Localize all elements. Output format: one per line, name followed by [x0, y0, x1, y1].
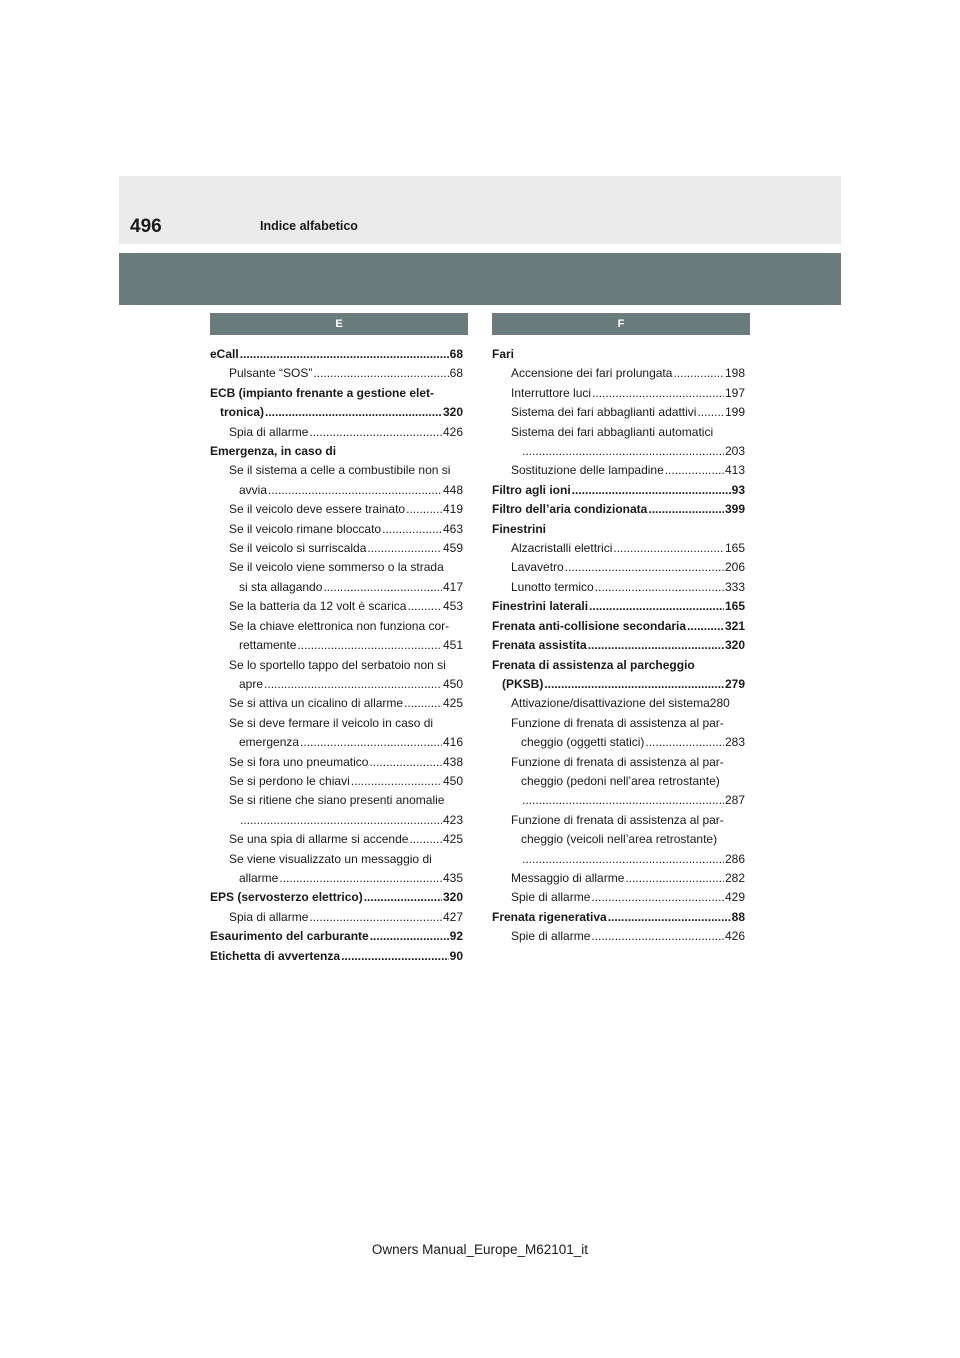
- dot-leader: [544, 675, 724, 694]
- dot-leader: [608, 908, 731, 927]
- entry-page-number: 286: [724, 851, 745, 866]
- dot-leader: [687, 617, 724, 636]
- dot-leader: [595, 578, 724, 597]
- entry-page-number: 450: [442, 676, 463, 691]
- dot-leader: [370, 927, 449, 946]
- index-entry: [210, 675, 463, 694]
- index-entry: [210, 753, 463, 772]
- index-text-line: Funzione di frenata di assistenza al par-: [511, 754, 724, 769]
- index-entry: [210, 947, 463, 966]
- entry-page-number: 206: [724, 560, 745, 575]
- entry-label: Finestrini laterali: [492, 599, 589, 614]
- index-entry: [492, 636, 745, 655]
- entry-page-number: 68: [449, 347, 463, 361]
- dot-leader: [588, 636, 724, 655]
- index-entry: [210, 888, 463, 907]
- index-entry: [492, 888, 745, 907]
- index-text-line: Se il sistema a celle a combustibile non si: [229, 463, 451, 478]
- index-text-line: Se si ritiene che siano presenti anomalie: [229, 793, 445, 808]
- entry-page-number: 438: [442, 754, 463, 769]
- index-text-line: Sistema dei fari abbaglianti automatici: [511, 424, 714, 439]
- entry-label: Lunotto termico: [511, 579, 594, 594]
- index-entry: [210, 927, 463, 946]
- index-entry: [210, 423, 463, 442]
- entry-page-number: 203: [724, 444, 745, 459]
- index-entry: [492, 403, 745, 422]
- entry-label: Lavavetro: [511, 560, 564, 575]
- dot-leader: [313, 364, 448, 383]
- entry-page-number: 282: [724, 870, 745, 885]
- index-entry: [210, 345, 463, 364]
- header-band: [119, 176, 841, 244]
- entry-label: si sta allagando: [239, 579, 323, 594]
- index-entry: [492, 578, 745, 597]
- entry-page-number: 425: [442, 832, 463, 847]
- entry-label: Esaurimento del carburante: [210, 929, 369, 944]
- dot-leader: [279, 869, 442, 888]
- index-entry: [492, 442, 745, 461]
- entry-label: Filtro dell’aria condizionata: [492, 502, 648, 517]
- entry-page-number: 417: [442, 579, 463, 594]
- index-column-e: [210, 345, 463, 966]
- entry-label: Messaggio di allarme: [511, 870, 625, 885]
- index-entry: [210, 772, 463, 791]
- entry-label: Etichetta di avvertenza: [210, 948, 341, 963]
- entry-label: Se una spia di allarme si accende: [229, 832, 409, 847]
- entry-page-number: 423: [442, 812, 463, 827]
- dot-leader: [522, 791, 724, 810]
- entry-label: Spia di allarme: [229, 424, 309, 439]
- entry-label: Sistema dei fari abbaglianti adattivi: [511, 405, 697, 420]
- index-entry: [492, 617, 745, 636]
- index-text-line: Emergenza, in caso di: [210, 444, 337, 459]
- index-entry: [210, 500, 463, 519]
- dot-leader: [522, 850, 724, 869]
- entry-page-number: 419: [442, 502, 463, 517]
- index-text-line: Frenata di assistenza al parcheggio: [492, 657, 695, 672]
- dot-leader: [268, 481, 442, 500]
- entry-page-number: 435: [442, 870, 463, 885]
- dot-leader: [625, 869, 724, 888]
- index-entry: [492, 384, 745, 403]
- dot-leader: [367, 539, 442, 558]
- entry-page-number: 88: [731, 909, 745, 924]
- entry-page-number: 68: [449, 366, 463, 381]
- index-entry: [210, 481, 463, 500]
- entry-page-number: 416: [442, 735, 463, 750]
- index-text-line: Se lo sportello tappo del serbatoio non si: [229, 657, 446, 672]
- dot-leader: [409, 830, 442, 849]
- entry-page-number: 199: [724, 405, 745, 420]
- index-text-line: Attivazione/disattivazione del sistema280: [511, 696, 730, 711]
- index-entry: [492, 539, 745, 558]
- entry-label: Frenata assistita: [492, 638, 587, 653]
- index-entry: [210, 636, 463, 655]
- entry-label: Se si fora uno pneumatico: [229, 754, 369, 769]
- entry-label: Filtro agli ioni: [492, 482, 571, 497]
- entry-label: Spie di allarme: [511, 890, 591, 905]
- entry-label: Spia di allarme: [229, 909, 309, 924]
- index-entry: [210, 869, 463, 888]
- entry-page-number: 448: [442, 482, 463, 497]
- dot-leader: [369, 753, 442, 772]
- index-entry: [210, 578, 463, 597]
- index-entry: [210, 811, 463, 830]
- dot-leader: [404, 694, 442, 713]
- entry-label: Frenata rigenerativa: [492, 909, 607, 924]
- dot-leader: [648, 500, 724, 519]
- entry-label: Alzacristalli elettrici: [511, 541, 613, 556]
- index-entry: [492, 908, 745, 927]
- entry-page-number: 429: [724, 890, 745, 905]
- title-band: [119, 253, 841, 305]
- entry-label: Se la batteria da 12 volt è scarica: [229, 599, 407, 614]
- index-entry: [210, 364, 463, 383]
- dot-leader: [591, 927, 724, 946]
- dot-leader: [572, 481, 731, 500]
- dot-leader: [382, 520, 442, 539]
- index-entry: [492, 675, 745, 694]
- entry-label: avvia: [239, 482, 268, 497]
- index-text-line: Fari: [492, 347, 515, 361]
- entry-page-number: 450: [442, 773, 463, 788]
- entry-label: Pulsante “SOS”: [229, 366, 313, 381]
- index-entry: [492, 558, 745, 577]
- dot-leader: [323, 578, 442, 597]
- index-entry: [492, 733, 745, 752]
- index-entry: [492, 869, 745, 888]
- index-entry: [492, 461, 745, 480]
- entry-label: tronica): [220, 405, 265, 420]
- entry-page-number: 426: [724, 929, 745, 944]
- index-text-line: cheggio (veicoli nell’area retrostante): [521, 832, 718, 847]
- dot-leader: [406, 500, 442, 519]
- dot-leader: [265, 403, 442, 422]
- entry-page-number: 92: [449, 929, 463, 944]
- entry-page-number: 165: [724, 541, 745, 556]
- dot-leader: [673, 364, 724, 383]
- dot-leader: [665, 461, 724, 480]
- entry-label: EPS (servosterzo elettrico): [210, 890, 363, 905]
- index-entry: [492, 597, 745, 616]
- index-entry: [492, 791, 745, 810]
- entry-page-number: 93: [731, 482, 745, 497]
- index-entry: [210, 908, 463, 927]
- entry-label: Se il veicolo rimane bloccato: [229, 521, 382, 536]
- entry-label: cheggio (oggetti statici): [521, 735, 645, 750]
- entry-page-number: 463: [442, 521, 463, 536]
- index-text-line: Finestrini: [492, 521, 547, 536]
- entry-page-number: 413: [724, 463, 745, 478]
- entry-page-number: 320: [724, 638, 745, 653]
- index-entry: [210, 733, 463, 752]
- dot-leader: [300, 733, 442, 752]
- dot-leader: [309, 423, 442, 442]
- index-entry: [492, 850, 745, 869]
- letter-header-e: E: [210, 313, 468, 335]
- index-entry: [492, 481, 745, 500]
- entry-label: eCall: [210, 347, 239, 361]
- entry-page-number: 427: [442, 909, 463, 924]
- entry-page-number: 279: [724, 676, 745, 691]
- page-number: 496: [130, 216, 162, 237]
- entry-page-number: 451: [442, 638, 463, 653]
- entry-label: Sostituzione delle lampadine: [511, 463, 664, 478]
- entry-page-number: 320: [442, 890, 463, 905]
- dot-leader: [592, 384, 724, 403]
- index-text-line: Se si deve fermare il veicolo in caso di: [229, 715, 434, 730]
- entry-page-number: 165: [724, 599, 745, 614]
- index-text-line: Se la chiave elettronica non funziona cor-: [229, 618, 450, 633]
- dot-leader: [613, 539, 724, 558]
- entry-page-number: 90: [449, 948, 463, 963]
- dot-leader: [697, 403, 724, 422]
- index-entry: [492, 364, 745, 383]
- entry-page-number: 426: [442, 424, 463, 439]
- index-text-line: Funzione di frenata di assistenza al par-: [511, 812, 724, 827]
- index-entry: [210, 597, 463, 616]
- dot-leader: [407, 597, 442, 616]
- index-text-line: ECB (impianto frenante a gestione elet-: [210, 385, 435, 400]
- dot-leader: [351, 772, 442, 791]
- entry-page-number: 425: [442, 696, 463, 711]
- entry-page-number: 197: [724, 385, 745, 400]
- dot-leader: [264, 675, 442, 694]
- section-title: Indice alfabetico: [260, 219, 358, 233]
- dot-leader: [297, 636, 442, 655]
- letter-header-f: F: [492, 313, 750, 335]
- entry-page-number: 459: [442, 541, 463, 556]
- dot-leader: [522, 442, 724, 461]
- index-entry: [210, 520, 463, 539]
- entry-page-number: 320: [442, 405, 463, 420]
- index-entry: [492, 927, 745, 946]
- dot-leader: [591, 888, 724, 907]
- index-entry: [210, 403, 463, 422]
- dot-leader: [240, 811, 442, 830]
- entry-label: Interruttore luci: [511, 385, 592, 400]
- dot-leader: [565, 558, 724, 577]
- dot-leader: [645, 733, 724, 752]
- entry-label: (PKSB): [502, 676, 544, 691]
- entry-label: Frenata anti-collisione secondaria: [492, 618, 687, 633]
- entry-label: Accensione dei fari prolungata: [511, 366, 673, 381]
- entry-label: Se il veicolo si surriscalda: [229, 541, 367, 556]
- dot-leader: [589, 597, 724, 616]
- index-text-line: Se viene visualizzato un messaggio di: [229, 851, 432, 866]
- entry-page-number: 321: [724, 618, 745, 633]
- entry-label: Se il veicolo deve essere trainato: [229, 502, 406, 517]
- dot-leader: [341, 947, 449, 966]
- index-text-line: cheggio (pedoni nell’area retrostante): [521, 773, 720, 788]
- entry-page-number: 399: [724, 502, 745, 517]
- footer-text: Owners Manual_Europe_M62101_it: [371, 1242, 589, 1257]
- index-column-f: [492, 345, 745, 947]
- entry-label: emergenza: [239, 735, 300, 750]
- entry-page-number: 287: [724, 793, 745, 808]
- entry-page-number: 453: [442, 599, 463, 614]
- entry-page-number: 333: [724, 579, 745, 594]
- index-text-line: Funzione di frenata di assistenza al par-: [511, 715, 724, 730]
- index-text-line: Se il veicolo viene sommerso o la strada: [229, 560, 444, 575]
- entry-label: Se si attiva un cicalino di allarme: [229, 696, 404, 711]
- dot-leader: [309, 908, 442, 927]
- entry-label: rettamente: [239, 638, 297, 653]
- dot-leader: [364, 888, 442, 907]
- index-entry: [210, 694, 463, 713]
- dot-leader: [240, 345, 449, 364]
- index-entry: [492, 500, 745, 519]
- entry-page-number: 283: [724, 735, 745, 750]
- index-entry: [210, 830, 463, 849]
- entry-label: apre: [239, 676, 264, 691]
- entry-page-number: 198: [724, 366, 745, 381]
- entry-label: allarme: [239, 870, 279, 885]
- entry-label: Se si perdono le chiavi: [229, 773, 350, 788]
- entry-label: Spie di allarme: [511, 929, 591, 944]
- index-entry: [210, 539, 463, 558]
